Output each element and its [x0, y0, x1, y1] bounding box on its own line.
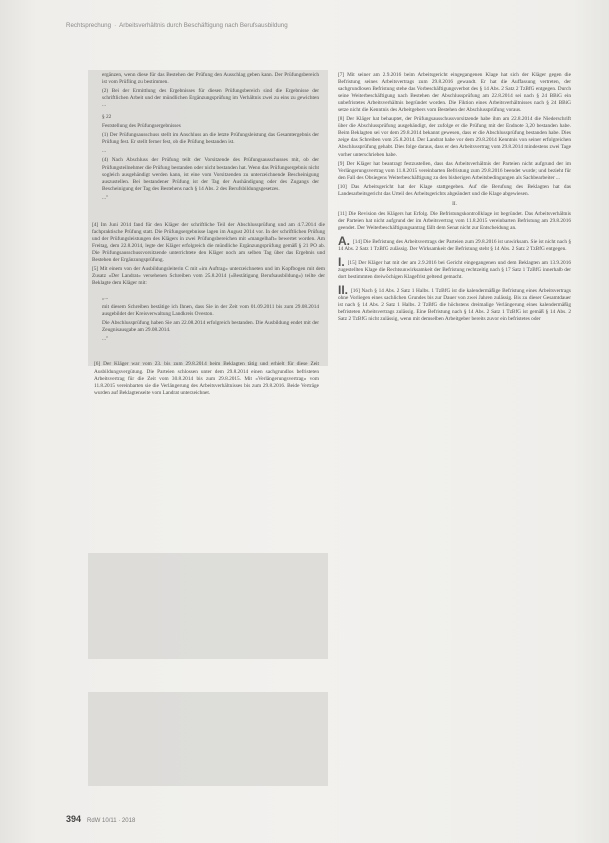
- paragraph-6: [6] Der Kläger war vom 23. bis zum 29.8.2014 beim Beklagten tätig und erhielt für diese Zeit Ausbildungsvergütung. Die Parteien schlossen unter dem 29.8.2014 einen sachgrundlos befristeten Arbeitsvertrag für die Zeit vom 30.8.2014 bis zum 29.8.2015. Mit »Verlängerungsvertrag« vom 11.8.2015 vereinbarten sie die Verlängerung des Arbeitsverhältnisses bis zum 29.8.2016. Beide Verträge wurden auf Beklagtenseite vom Landrat unterzeichnet.: [94, 361, 319, 396]
- quoted-letter: [92, 295, 325, 343]
- quote-ellipsis: ...": [102, 336, 109, 343]
- journal-citation: RdW 10/11 · 2018: [87, 818, 136, 824]
- quote-ellipsis: ...": [102, 194, 109, 201]
- page-number: 394: [66, 814, 82, 824]
- running-header: [66, 22, 566, 29]
- header-separator: ·: [114, 22, 117, 29]
- paragraph-15: [338, 255, 571, 281]
- quoted-regulation: [92, 72, 325, 202]
- header-section: Rechtsprechung: [66, 22, 112, 29]
- quote-paragraph: (1) Der Prüfungsausschuss stellt im Anschluss an die letzte Prüfungsleistung das Gesamtergebnis der Prüfung fest. Er stellt ferner fest, ob die Prüfung bestanden ist.: [102, 132, 319, 146]
- quote-section-title: Feststellung des Prüfungsergebnisses: [102, 123, 181, 130]
- paragraph-14-text: [14] Die Befristung des Arbeitsvertrags der Parteien zum 29.8.2016 ist unwirksam. Sie ist nicht nach § 14 Abs. 2 Satz 1 TzBfG zulässig. Der Wirksamkeit der Befristung steht § 14 Abs. 2 Satz 2 TzBfG entgegen.: [338, 238, 571, 253]
- paragraph-11: [11] Die Revision des Klägers hat Erfolg. Die Befristungskontrollklage ist begründet. Das Arbeitsverhältnis der Parteien hat nicht aufgrund der im Arbeitsvertrag vom 11.8.2015 vereinbarten Befristung am 29.8.2016 geendet. Der Weiterbeschäftigungsantrag fällt dem Senat nicht zur Entscheidung an.: [338, 210, 571, 231]
- right-column: [338, 72, 571, 325]
- quote-paragraph: (4) Nach Abschluss der Prüfung teilt der Vorsitzende des Prüfungsausschusses mit, ob der Prüfungsteilnehmer die Prüfung bestanden oder nicht bestanden hat. Wenn das Prüfungsergebnis nicht sogleich ausgehändigt werden kann, ist eine vom Vorsitzenden zu unterzeichnende Bescheinigung auszustellen. Bei bestandener Prüfung ist der Tag der Aushändigung oder des Zugangs der Bescheinigung der Tag des Bestehens nach § 14 Abs. 2 des Berufsbildungsgesetzes.: [102, 157, 319, 192]
- paragraph-16-text: [16] Nach § 14 Abs. 2 Satz 1 Halbs. 1 TzBfG ist die kalendermäßige Befristung eines Arbeitsvertrags ohne Vorliegen eines sachlichen Grundes bis zur Dauer von zwei Jahren zulässig. Bis zu dieser Gesamtdauer ist nach § 14 Abs. 2 Satz 1 Halbs. 2 TzBfG die höchstens dreimalige Verlängerung eines kalendermäßig befristeten Arbeitsvertrags zulässig. Eine Befristung nach § 14 Abs. 2 Satz 1 TzBfG ist gemäß § 14 Abs. 2 Satz 2 TzBfG nicht zulässig, wenn mit demselben Arbeitgeber bereits zuvor ein befristetes oder: [338, 288, 571, 323]
- quote-section-number: § 22: [102, 114, 112, 121]
- page-footer: [66, 809, 135, 827]
- quote-ellipsis: ...: [102, 148, 106, 155]
- heading-mark-ii: II.: [338, 283, 349, 298]
- heading-mark-a: A.: [338, 233, 350, 248]
- paragraph-4: [4] Im Juni 2014 fand für den Kläger der schriftliche Teil der Abschlussprüfung und am 4.7.2014 die fachpraktische Prüfung statt. Die Prüfungsergebnisse lagen im August 2014 vor. In der schriftlichen Prüfung und der Prüfungsleistungen des Klägers in zwei Prüfungsbereichen mit »mangelhaft« bewertet worden. Am Freitag, dem 22.8.2014, legte der Kläger erfolgreich die mündliche Ergänzungsprüfung gemäß § 21 PO ab. Die Prüfungsausschussvorsitzende unterrichtete den Kläger noch am selben Tag über das Ergebnis und Bestehen der Ergänzungsprüfung.: [92, 221, 325, 263]
- paragraph-16: [338, 283, 571, 323]
- quote-shade-bottom: [88, 692, 328, 786]
- paragraph-10: [10] Das Arbeitsgericht hat der Klage stattgegeben. Auf die Berufung des Beklagten hat das Landesarbeitsgericht das Urteil des Arbeitsgerichts abgeändert und die Klage abgewiesen.: [338, 183, 571, 197]
- quote-paragraph: ergänzen, wenn diese für das Bestehen der Prüfung den Ausschlag geben kann. Der Prüfungsbereich ist vom Prüfling zu bestimmen.: [102, 72, 319, 86]
- left-column: [92, 72, 325, 399]
- paragraph-9: [9] Der Kläger hat beantragt festzustellen, dass das Arbeitsverhältnis der Parteien nicht aufgrund der im Verlängerungsvertrag vom 11.8.2015 vereinbarten Befristung zum 29.8.2016 beendet wurde; und bezieht für den Fall des Obsiegens Weiterbeschäftigung zu den bisherigen Arbeitsbedingungen als Sachbearbeiter ...: [338, 160, 571, 181]
- section-numeral-ii: II.: [452, 200, 457, 207]
- paragraph-14: [338, 233, 571, 253]
- quote-paragraph: Die Abschlussprüfung haben Sie am 22.08.2014 erfolgreich bestanden. Die Ausbildung endet mit der Zeugnisausgabe am 29.08.2014.: [102, 320, 319, 334]
- heading-mark-i: I.: [338, 255, 345, 270]
- quote-paragraph: (2) Bei der Ermittlung des Ergebnisses für diesen Prüfungsbereich sind die Ergebnisse der schriftlichen Arbeit und der mündlichen Ergänzungsprüfung im Verhältnis zwei zu eins zu gewichten ...: [102, 88, 319, 109]
- quote-ellipsis: „...: [102, 295, 109, 302]
- quote-paragraph: mit diesem Schreiben bestätige ich Ihnen, dass Sie in der Zeit vom 01.09.2011 bis zum 29.08.2014 ausgebildet der Kreisverwaltung Landkreis Oveston.: [102, 304, 319, 318]
- quote-shade-middle: [88, 553, 328, 659]
- paragraph-7: [7] Mit seiner am 2.9.2016 beim Arbeitsgericht eingegangenen Klage hat sich der Kläger gegen die Befristung seines Arbeitsvertrags zum 29.8.2016 gewandt. Er hat die Auffassung vertreten, der sachgrundlosen Befristung stehe das Vorbeschäftigungsverbot des § 14 Abs. 2 Satz 2 TzBfG entgegen. Durch seine Weiterbeschäftigung nach Bestehen der Abschlussprüfung am 22.8.2014 sei nach § 24 BBiG ein unbefristetes Arbeitsverhältnis begründet worden. Die Fiktion eines Arbeitsverhältnisses nach § 24 BBiG setze nicht die Kenntnis des Arbeitgebers vom Bestehen der Abschlussprüfung voraus.: [338, 72, 571, 114]
- paragraph-8: [8] Der Kläger hat behauptet, der Prüfungsausschussvorsitzende habe ihm am 22.8.2014 die Niederschrift über die Abschlussprüfung ausgehändigt, der zufolge er die Prüfung mit der Endnote 3,20 bestanden habe. Beim Beklagten sei vor dem 29.8.2014 bekannt gewesen, dass er die Abschlussprüfung bestanden habe. Dies zeige das Schreiben vom 25.8.2014. Der Landrat habe vor dem 29.8.2014 Kenntnis von seiner erfolgreichen Abschlussprüfung gehabt. Dies folge daraus, dass er den Arbeitsvertrag vom 29.8.2014 mindestens zwei Tage vorher unterschrieben habe.: [338, 116, 571, 158]
- paragraph-5: [5] Mit einem von der Ausbildungsleiterin C mit »im Auftrag« unterzeichneten und im Kopfbogen mit dem Zusatz »Der Landrat« versehenen Schreiben vom 25.8.2014 (»Bestätigung Berufsausbildung«) teilte der Beklagte dem Kläger mit:: [92, 266, 325, 287]
- header-topic: Arbeitsverhältnis durch Beschäftigung nach Berufsausbildung: [119, 22, 288, 29]
- paragraph-15-text: [15] Der Kläger hat mit der am 2.9.2016 bei Gericht eingegangenen und dem Beklagten am 13.9.2016 zugestellten Klage die Rechtsunwirksamkeit der Befristung rechtzeitig nach § 17 Satz 1 TzBfG innerhalb der dort bestimmten dreiwöchigen Klagefrist geltend gemacht.: [338, 260, 571, 281]
